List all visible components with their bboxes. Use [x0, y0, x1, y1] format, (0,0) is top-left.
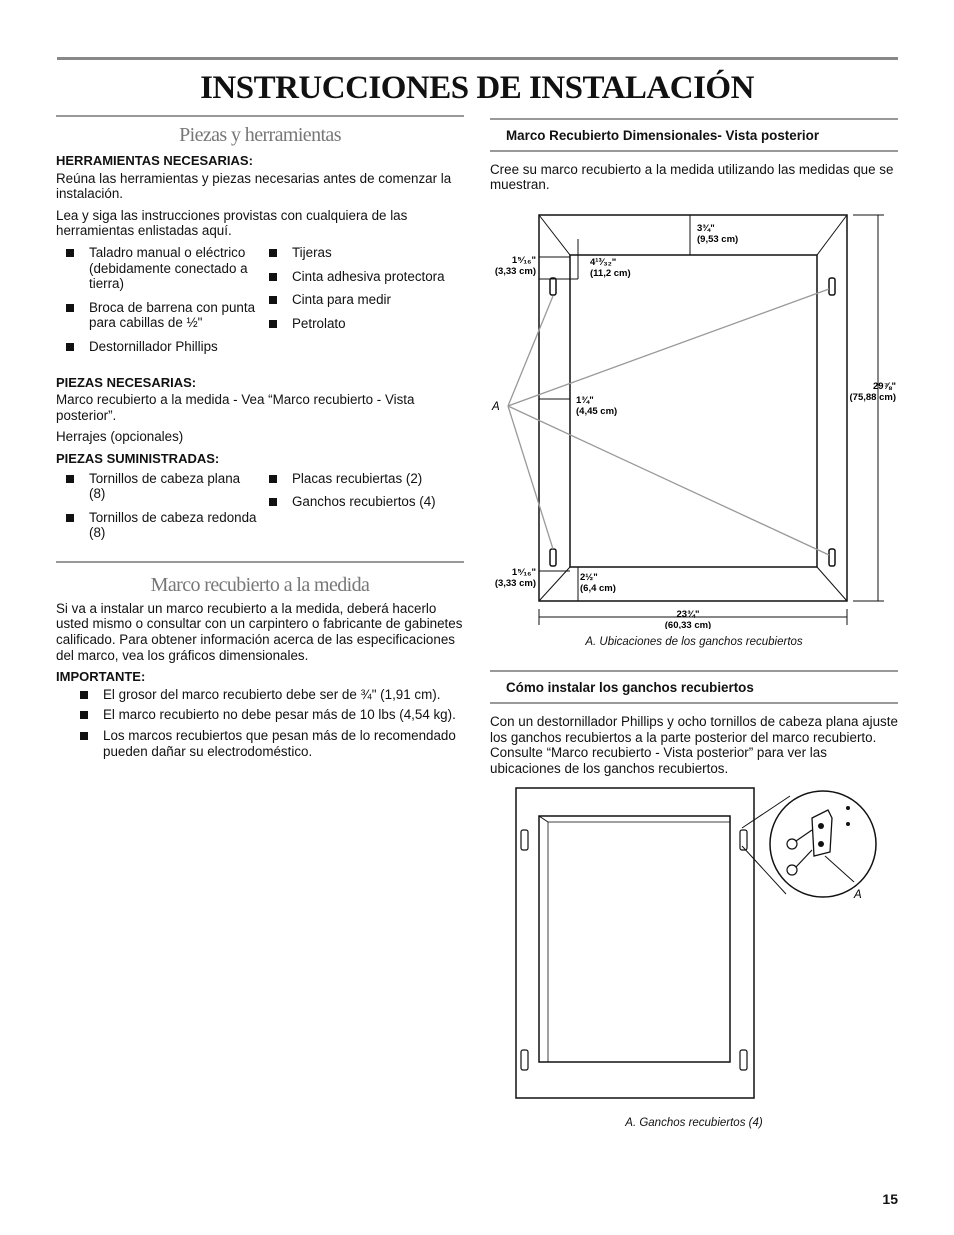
hooks-para: Con un destornillador Phillips y ocho tornillos de cabeza plana ajuste los ganchos recubiertos a la parte posterior del marco recubierto. Consulte “Marco recubierto - Vista posterior” para ver las ubicaciones de los ganchos recubiertos. [490, 713, 898, 776]
dimensions-para: Cree su marco recubierto a la medida utilizando las medidas que se muestran. [490, 161, 894, 193]
dim-height-cm: (75,88 cm) [849, 391, 896, 403]
important-heading: IMPORTANTE: [56, 669, 146, 685]
hook-icons [521, 830, 747, 1070]
list-item: Petrolato [259, 316, 464, 332]
figure-caption-2: A. Ganchos recubiertos (4) [625, 1117, 763, 1130]
important-list [56, 687, 464, 759]
hook-location-icon [550, 549, 556, 566]
dim-top-in: 3¾" [697, 222, 715, 234]
dim-mid-in: 1¾" [576, 394, 594, 406]
figure-caption-1: A. Ubicaciones de los ganchos recubiertos [585, 635, 803, 648]
list-item: El marco recubierto no debe pesar más de 10 lbs (4,54 kg). [70, 707, 464, 723]
dim-width-cm: (60,33 cm) [664, 619, 712, 629]
tools-list-col2 [259, 245, 464, 363]
dim-bot-cm: (6,4 cm) [580, 582, 616, 594]
list-item: Cinta para medir [259, 292, 464, 308]
supplied-list [56, 471, 464, 549]
page-title: INSTRUCCIONES DE INSTALACIÓN [200, 70, 754, 106]
left-column [56, 115, 464, 764]
list-item: Placas recubiertas (2) [259, 471, 464, 487]
tools-heading: HERRAMIENTAS NECESARIAS: [56, 153, 253, 168]
hooks-install-diagram [490, 782, 898, 1112]
marco-para: Si va a instalar un marco recubierto a la medida, deberá hacerlo usted mismo o consultar con un carpintero o fabricante de gabinetes calificado. Para obtener información acerca de las especificaciones del marco, vea los gráficos dimensionales. [56, 600, 463, 663]
dim-left-bot-in: 1⁵⁄₁₆" [511, 566, 536, 578]
frame-dimensions-diagram [490, 199, 898, 629]
section-header-hooks [490, 670, 898, 704]
list-item: Los marcos recubiertos que pesan más de lo recomendado pueden dañar su electrodoméstico. [70, 728, 464, 759]
hook-location-icon [550, 278, 556, 295]
label-a: A [492, 400, 500, 413]
frame-opening [539, 816, 730, 1062]
dim-inner-in: 4¹³⁄₃₂" [590, 256, 617, 268]
supplied-heading: PIEZAS SUMINISTRADAS: [56, 450, 220, 466]
frame-inner-edge [548, 822, 730, 1062]
parts-para-1: Marco recubierto a la medida - Vea “Marco recubierto - Vista posterior”. [56, 392, 415, 423]
list-item: Tijeras [259, 245, 464, 261]
frame-back [516, 788, 754, 1098]
list-item: Cinta adhesiva protectora [259, 269, 464, 285]
miter-line [817, 215, 847, 255]
tools-list [56, 245, 464, 363]
page-number: 15 [882, 1191, 898, 1207]
section-title-hooks: Cómo instalar los ganchos recubiertos [490, 672, 898, 704]
dim-top-cm: (9,53 cm) [697, 233, 739, 245]
dim-height-in: 29⅞" [873, 380, 896, 392]
section-rule [56, 561, 464, 563]
top-rule [57, 57, 898, 60]
dim-left-bot-cm: (3,33 cm) [494, 577, 536, 589]
section-title-dimensions: Marco Recubierto Dimensionales- Vista posterior [490, 120, 898, 152]
list-item: Tornillos de cabeza redonda (8) [56, 510, 259, 541]
hook-location-icon [829, 278, 835, 295]
list-item: El grosor del marco recubierto debe ser de ¾" (1,91 cm). [70, 687, 464, 703]
section-header-dimensions [490, 118, 898, 152]
dim-mid-cm: (4,45 cm) [576, 405, 618, 417]
right-column [490, 118, 898, 1132]
dim-left-top-in: 1⁵⁄₁₆" [511, 254, 536, 266]
dim-inner-cm: (11,2 cm) [590, 267, 631, 279]
list-item: Destornillador Phillips [56, 339, 259, 355]
parts-heading: PIEZAS NECESARIAS: [56, 374, 197, 390]
list-item: Taladro manual o eléctrico (debidamente conectado a tierra) [56, 245, 259, 292]
miter-line [539, 567, 570, 601]
label-a: A [854, 889, 862, 902]
section-title-piezas: Piezas y herramientas [179, 124, 341, 146]
dim-bot-in: 2½" [580, 571, 598, 583]
tools-para-2: Lea y siga las instrucciones provistas con cualquiera de las herramientas enlistadas aquí. [56, 207, 408, 239]
supplied-list-col1 [56, 471, 259, 549]
parts-para-2: Herrajes (opcionales) [56, 429, 184, 445]
list-item: Broca de barrena con punta para cabillas de ½" [56, 300, 259, 331]
supplied-list-col2 [259, 471, 464, 549]
dim-width-in: 23¾" [676, 608, 700, 620]
miter-line [817, 567, 847, 601]
tools-list-col1 [56, 245, 259, 363]
dim-left-top-cm: (3,33 cm) [494, 265, 536, 277]
hook-location-icon [829, 549, 835, 566]
list-item: Tornillos de cabeza plana (8) [56, 471, 259, 502]
tools-para-1: Reúna las herramientas y piezas necesarias antes de comenzar la instalación. [56, 170, 452, 202]
list-item: Ganchos recubiertos (4) [259, 494, 464, 510]
leader-lines [508, 289, 829, 555]
section-rule [56, 115, 464, 117]
miter-line [539, 215, 570, 255]
section-title-marco: Marco recubierto a la medida [150, 573, 370, 596]
